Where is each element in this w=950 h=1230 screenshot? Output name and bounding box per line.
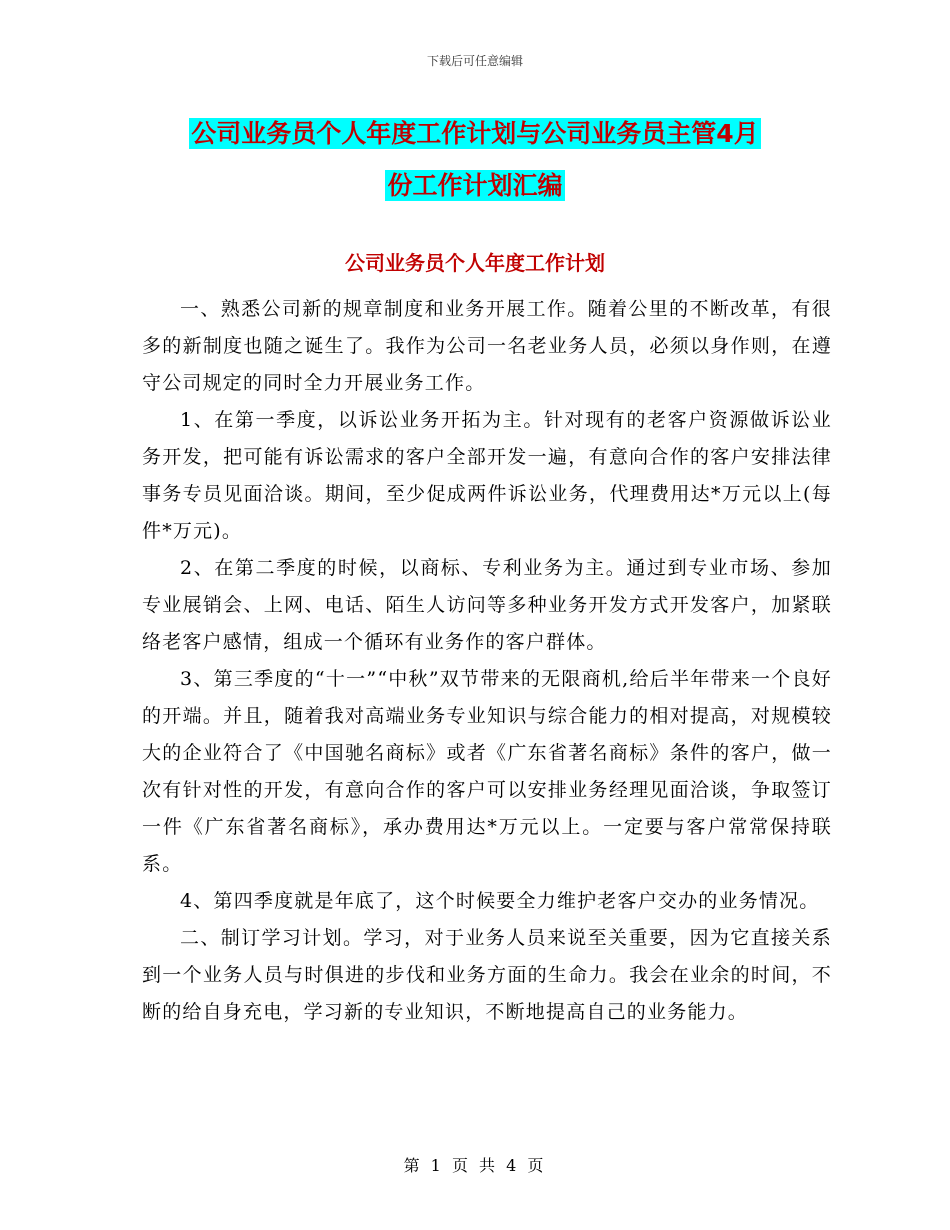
paragraph: 3、第三季度的“十一”“中秋”双节带来的无限商机,给后半年带来一个良好的开端。并且，随着我对高端业务专业知识与综合能力的相对提高，对规模较大的企业符合了《中国驰名商标》或者《广东省著名商标》条件的客户，做一次有针对性的开发，有意向合作的客户可以安排业务经理见面洽谈，争取签订一件《广东省著名商标》，承办费用达*万元以上。一定要与客户常常保持联系。 — [142, 668, 832, 875]
body-text — [142, 291, 832, 1031]
document-title — [0, 108, 950, 212]
page-footer: 第 1 页 共 4 页 — [403, 1156, 547, 1175]
paragraph: 一、熟悉公司新的规章制度和业务开展工作。随着公里的不断改革，有很多的新制度也随之诞生了。我作为公司一名老业务人员，必须以身作则，在遵守公司规定的同时全力开展业务工作。 — [142, 298, 832, 394]
title-line-2: 份工作计划汇编 — [387, 171, 563, 200]
paragraph: 2、在第二季度的时候，以商标、专利业务为主。通过到专业市场、参加专业展销会、上网、电话、陌生人访问等多种业务开发方式开发客户，加紧联络老客户感情，组成一个循环有业务作的客户群体。 — [142, 557, 832, 653]
title-line-1: 公司业务员个人年度工作计划与公司业务员主管4月 — [191, 119, 759, 148]
paragraph: 二、制订学习计划。学习，对于业务人员来说至关重要，因为它直接关系到一个业务人员与时俱进的步伐和业务方面的生命力。我会在业余的时间，不断的给自身充电，学习新的专业知识，不断地提高自己的业务能力。 — [142, 927, 832, 1023]
paragraph: 1、在第一季度，以诉讼业务开拓为主。针对现有的老客户资源做诉讼业务开发，把可能有诉讼需求的客户全部开发一遍，有意向合作的客户安排法律事务专员见面洽谈。期间，至少促成两件诉讼业务，代理费用达*万元以上(每件*万元)。 — [142, 409, 832, 542]
header-note: 下载后可任意编辑 — [426, 54, 523, 68]
section-title: 公司业务员个人年度工作计划 — [345, 251, 605, 275]
paragraph: 4、第四季度就是年底了，这个时候要全力维护老客户交办的业务情况。 — [180, 890, 820, 912]
